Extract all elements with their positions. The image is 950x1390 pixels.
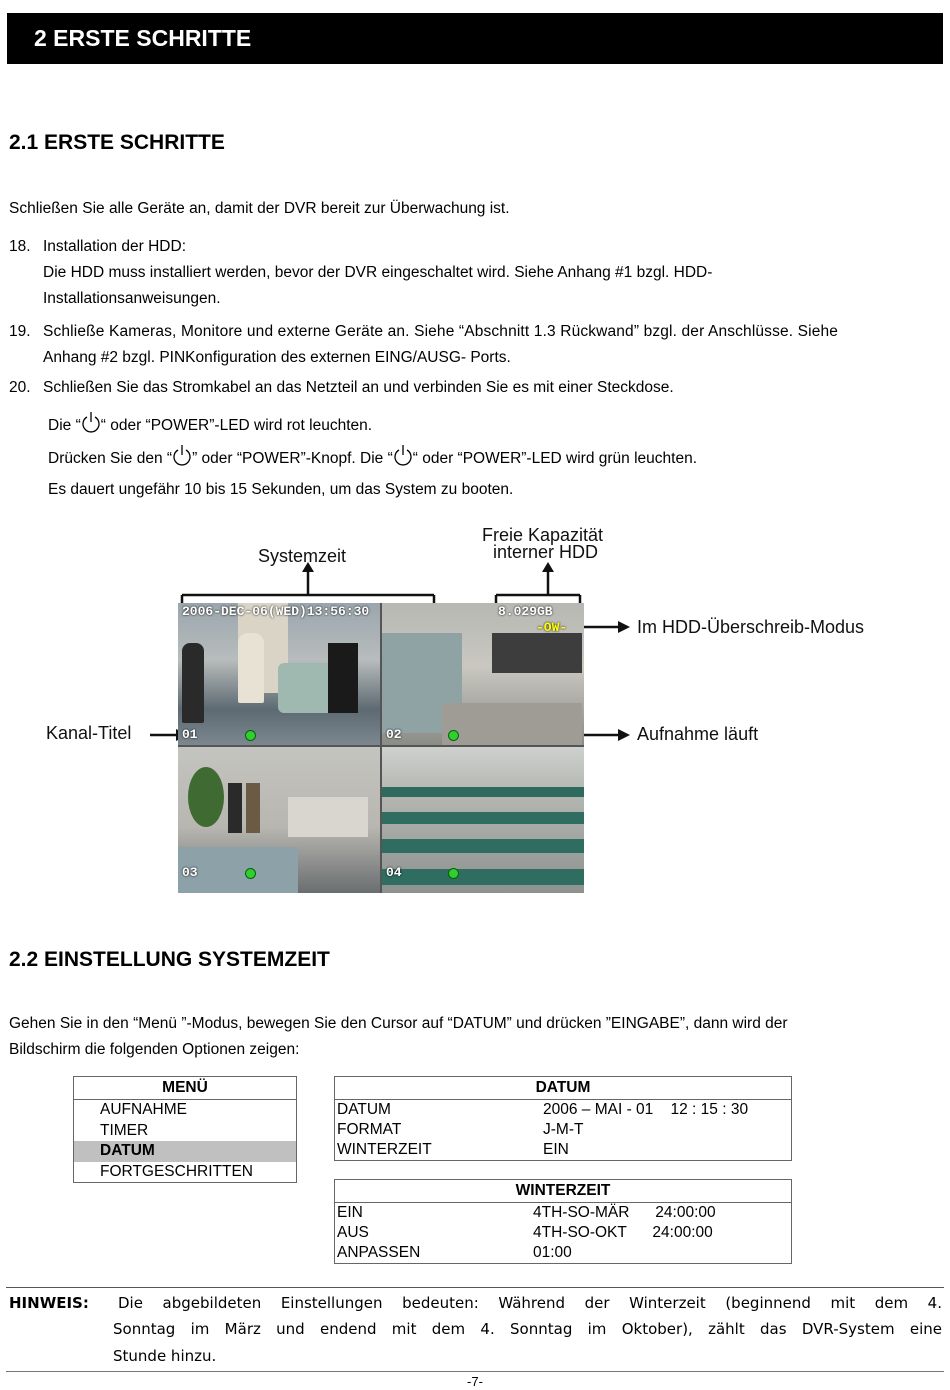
list-number: 19. [9, 323, 31, 340]
winterzeit-table [334, 1179, 792, 1264]
divider [6, 1287, 944, 1288]
osd-free-capacity: 8.029GB [498, 604, 553, 619]
menu-table [73, 1076, 297, 1183]
osd-channel-title: 03 [182, 865, 198, 880]
text: “ oder “POWER”-LED wird rot leuchten. [100, 417, 373, 434]
osd-channel-title: 04 [386, 865, 402, 880]
note-text-line: Sonntag im März und endend mit dem 4. Sonntag im Oktober), zählt das DVR-System eine [113, 1320, 942, 1338]
osd-channel-title: 02 [386, 727, 402, 742]
power-icon [172, 444, 192, 466]
ein-value[interactable]: 4TH-SO-MÄR 24:00:00 [533, 1204, 716, 1221]
dvr-monitor [178, 603, 584, 893]
section-title-2-1: 2.1 ERSTE SCHRITTE [9, 131, 225, 154]
menu-item-timer[interactable]: TIMER [100, 1121, 149, 1139]
section-title-2-2: 2.2 EINSTELLUNG SYSTEMZEIT [9, 948, 330, 971]
camera-view-01 [178, 603, 380, 745]
list-item-text: Anhang #2 bzgl. PINKonfiguration des externen EING/AUSG- Ports. [43, 349, 511, 366]
section-intro: Schließen Sie alle Geräte an, damit der DVR bereit zur Überwachung ist. [9, 200, 510, 217]
list-number: 20. [9, 379, 31, 396]
power-line-1 [48, 411, 372, 439]
power-icon [393, 444, 413, 466]
text: “ oder “POWER”-LED wird grün leuchten. [412, 450, 698, 467]
list-item-text: Schließe Kameras, Monitore und externe Geräte an. Siehe “Abschnitt 1.3 Rückwand” bzgl. der Anschlüsse. Siehe [43, 323, 839, 340]
recording-indicator [245, 730, 256, 741]
recording-indicator [245, 868, 256, 879]
list-number: 18. [9, 238, 31, 255]
power-icon [81, 411, 101, 433]
datum-label: DATUM [337, 1101, 391, 1118]
osd-overwrite-mode: -OW- [536, 620, 568, 635]
chapter-header [7, 13, 943, 64]
list-item-text: Installationsanweisungen. [43, 290, 221, 307]
menu-item-fortgeschritten[interactable]: FORTGESCHRITTEN [100, 1162, 253, 1180]
menu-item-datum-selected[interactable]: DATUM [74, 1141, 297, 1162]
camera-view-03 [178, 747, 380, 893]
recording-indicator [448, 730, 459, 741]
ein-label: EIN [337, 1204, 363, 1221]
label-recording: Aufnahme läuft [637, 724, 759, 744]
winterzeit-value[interactable]: EIN [543, 1141, 569, 1158]
recording-indicator [448, 868, 459, 879]
label-systemzeit: Systemzeit [258, 546, 347, 566]
aus-label: AUS [337, 1224, 369, 1241]
note-label: HINWEIS: [9, 1294, 89, 1312]
winterzeit-header: WINTERZEIT [335, 1180, 792, 1203]
datum-table [334, 1076, 792, 1161]
power-line-2 [48, 444, 697, 472]
list-item-text: Die HDD muss installiert werden, bevor der DVR eingeschaltet wird. Siehe Anhang #1 bzgl. HDD- [43, 264, 713, 281]
divider [6, 1371, 944, 1372]
text: Die “ [48, 417, 81, 434]
text: ” oder “POWER”-Knopf. Die “ [192, 450, 393, 467]
aus-value[interactable]: 4TH-SO-OKT 24:00:00 [533, 1224, 713, 1241]
menu-item-aufnahme[interactable]: AUFNAHME [100, 1101, 187, 1119]
label-capacity-2: interner HDD [493, 542, 599, 562]
power-line-3: Es dauert ungefähr 10 bis 15 Sekunden, um das System zu booten. [48, 481, 514, 498]
list-item-text: Installation der HDD: [43, 238, 187, 255]
label-channel-title: Kanal-Titel [46, 723, 132, 743]
camera-view-04 [382, 747, 584, 893]
anpassen-value[interactable]: 01:00 [533, 1244, 572, 1261]
format-label: FORMAT [337, 1121, 402, 1138]
text: Drücken Sie den “ [48, 450, 173, 467]
format-value[interactable]: J-M-T [543, 1121, 584, 1138]
chapter-title: 2 ERSTE SCHRITTE [34, 25, 252, 51]
anpassen-label: ANPASSEN [337, 1244, 421, 1261]
winterzeit-label: WINTERZEIT [337, 1141, 432, 1158]
osd-channel-title: 01 [182, 727, 198, 742]
list-item-text: Schließen Sie das Stromkabel an das Netzteil an und verbinden Sie es mit einer Steckdose. [43, 379, 674, 396]
note-text-line: Die abgebildeten Einstellungen bedeuten: Während der Winterzeit (beginnend mit dem 4. [118, 1294, 942, 1312]
page-number: -7- [467, 1374, 483, 1389]
note-text-line: Stunde hinzu. [113, 1347, 217, 1365]
datum-header: DATUM [335, 1077, 792, 1100]
menu-header: MENÜ [74, 1077, 297, 1100]
section-intro-line: Gehen Sie in den “Menü ”-Modus, bewegen Sie den Cursor auf “DATUM” und drücken ”EINGABE”, dann wird der [9, 1015, 788, 1032]
label-capacity: Freie Kapazität [482, 525, 604, 545]
numbered-list [0, 234, 950, 394]
datum-value[interactable]: 2006 – MAI - 01 12 : 15 : 30 [543, 1101, 749, 1118]
label-overwrite: Im HDD-Überschreib-Modus [637, 617, 865, 637]
osd-system-time: 2006-DEC-06(WED)13:56:30 [182, 604, 370, 619]
section-intro-line: Bildschirm die folgenden Optionen zeigen: [9, 1041, 300, 1058]
